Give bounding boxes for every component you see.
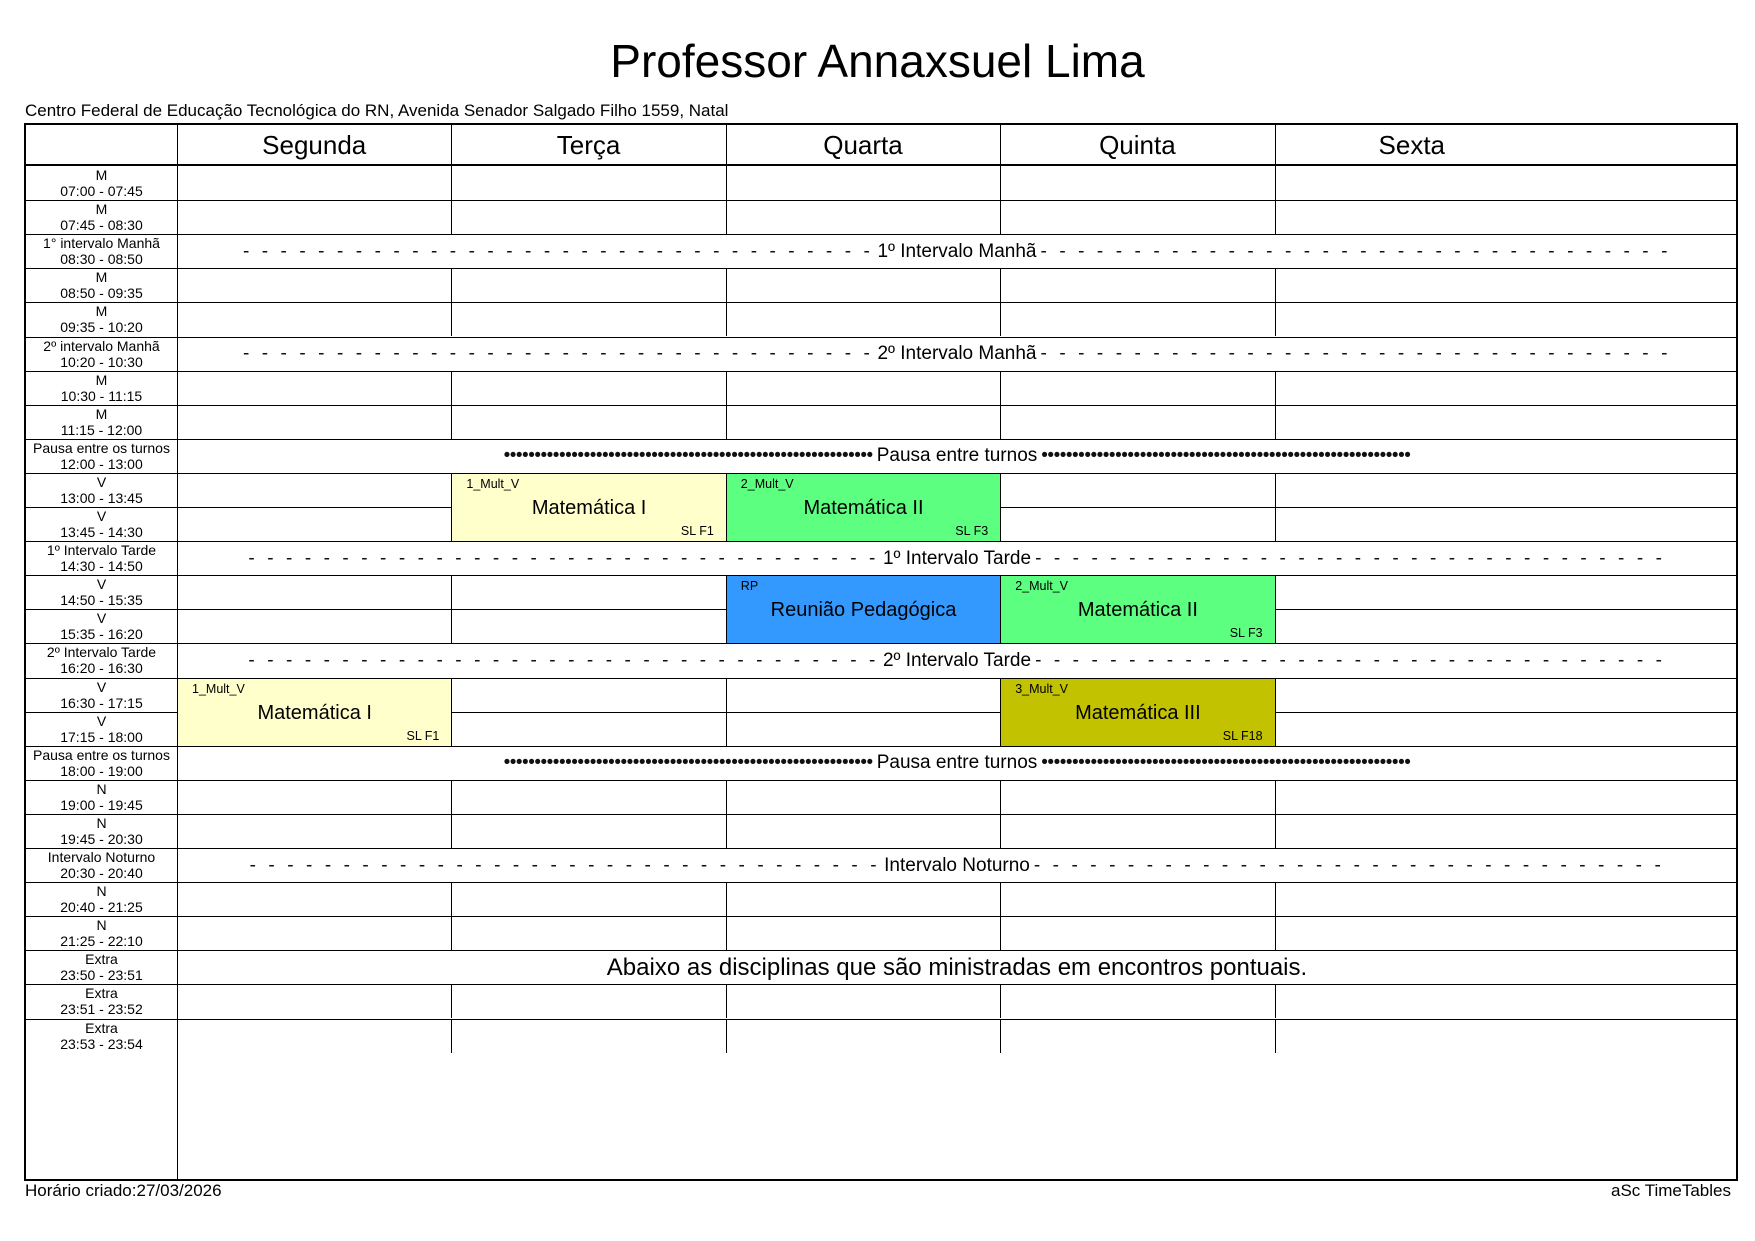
period-time: 19:45 - 20:30 — [60, 830, 143, 847]
cell-divider — [726, 302, 727, 336]
row-divider — [26, 814, 1736, 815]
period-name: M — [95, 167, 108, 184]
period-label — [26, 439, 177, 473]
period-time: 13:45 - 14:30 — [60, 524, 143, 541]
period-label — [26, 337, 177, 371]
period-name: 1° intervalo Manhã — [43, 235, 160, 252]
period-name: N — [96, 917, 107, 934]
period-time: 07:00 - 07:45 — [60, 183, 143, 200]
period-name: M — [95, 303, 108, 320]
cell-divider — [726, 780, 727, 814]
cell-divider — [1000, 371, 1001, 405]
cell-divider — [1000, 405, 1001, 439]
band-filler: - - - - - - - - - - - - - - - - - - - - - - - - - - - - - - - - - - — [1040, 343, 1672, 365]
period-label — [26, 678, 177, 712]
row-divider — [26, 1019, 1736, 1020]
period-label — [26, 166, 177, 200]
band-filler: •••••••••••••••••••••••••••••••••••••••••••••••••••••••••••• — [503, 752, 873, 774]
cell-divider — [451, 882, 452, 916]
lesson-subject: Matemática II — [803, 496, 924, 519]
lesson-card[interactable] — [726, 575, 1001, 644]
period-name: V — [96, 712, 107, 729]
band-label: 1º Intervalo Tarde — [882, 547, 1032, 569]
period-time: 21:25 - 22:10 — [60, 933, 143, 950]
cell-divider — [726, 916, 727, 950]
period-time: 12:00 - 13:00 — [60, 455, 143, 472]
period-name: N — [96, 814, 107, 831]
band-label: Pausa entre turnos — [876, 445, 1038, 467]
cell-divider — [726, 1019, 727, 1053]
extra-note — [178, 951, 1736, 984]
period-name: V — [96, 610, 107, 627]
band-filler: - - - - - - - - - - - - - - - - - - - - - - - - - - - - - - - - - - — [249, 854, 881, 876]
row-divider — [26, 302, 1736, 303]
period-label — [26, 848, 177, 882]
period-label — [26, 575, 177, 609]
band-label: 2º Intervalo Tarde — [882, 649, 1032, 671]
cell-divider — [1000, 916, 1001, 950]
cell-divider — [1275, 268, 1276, 302]
period-time: 10:30 - 11:15 — [60, 387, 143, 404]
day-header-0: Segunda — [262, 129, 367, 160]
lesson-group: 1_Mult_V — [192, 681, 245, 696]
cell-divider — [1275, 166, 1276, 200]
cell-divider — [451, 268, 452, 302]
cell-divider — [1000, 882, 1001, 916]
period-name: 2º intervalo Manhã — [43, 337, 160, 354]
row-divider — [26, 371, 1736, 372]
period-name: N — [96, 883, 107, 900]
software-credit: aSc TimeTables — [1611, 1181, 1731, 1200]
period-label — [26, 200, 177, 234]
period-time: 19:00 - 19:45 — [60, 796, 143, 813]
day-header-2: Quarta — [823, 129, 903, 160]
cell-divider — [1000, 780, 1001, 814]
cell-divider — [451, 302, 452, 336]
band-filler: •••••••••••••••••••••••••••••••••••••••••••••••••••••••••••• — [1041, 445, 1411, 467]
day-header-1: Terça — [556, 129, 621, 160]
cell-divider — [726, 984, 727, 1018]
cell-divider — [451, 814, 452, 848]
lesson-group: 2_Mult_V — [740, 476, 794, 491]
period-label — [26, 268, 177, 302]
cell-divider — [1275, 814, 1276, 848]
cell-divider — [1275, 984, 1276, 1018]
break-band — [178, 542, 1736, 575]
lesson-room: SL F3 — [955, 524, 989, 539]
header-column-divider — [1000, 125, 1001, 166]
cell-divider — [1275, 882, 1276, 916]
cell-divider — [726, 268, 727, 302]
period-name: M — [95, 405, 108, 422]
period-name: M — [95, 269, 108, 286]
break-band — [178, 849, 1736, 882]
cell-divider — [1000, 166, 1001, 200]
cell-divider — [726, 200, 727, 234]
period-label — [26, 814, 177, 848]
extra-note-text: Abaixo as disciplinas que são ministradas em encontros pontuais. — [606, 953, 1308, 981]
period-time: 08:50 - 09:35 — [60, 285, 143, 302]
period-name: V — [96, 473, 107, 490]
cell-divider — [726, 814, 727, 848]
lesson-subject: Matemática III — [1075, 701, 1201, 724]
cell-divider — [726, 882, 727, 916]
cell-divider — [451, 984, 452, 1018]
break-band — [178, 338, 1736, 371]
lesson-card[interactable] — [177, 678, 452, 747]
school-address: Centro Federal de Educação Tecnológica do RN, Avenida Senador Salgado Filho 1559, Natal — [25, 101, 729, 120]
lesson-card[interactable] — [1000, 575, 1275, 644]
cell-divider — [726, 678, 727, 712]
period-label — [26, 984, 177, 1018]
period-time: 23:53 - 23:54 — [60, 1035, 143, 1052]
band-filler: - - - - - - - - - - - - - - - - - - - - - - - - - - - - - - - - - - — [248, 649, 879, 671]
cell-divider — [451, 371, 452, 405]
lesson-card[interactable] — [726, 473, 1001, 542]
period-name: V — [96, 508, 107, 525]
cell-divider — [1275, 1019, 1276, 1053]
header-column-divider — [1275, 125, 1276, 166]
period-label — [26, 371, 177, 405]
period-label — [26, 541, 177, 575]
period-time: 20:30 - 20:40 — [60, 865, 143, 882]
band-label: Pausa entre turnos — [876, 752, 1038, 774]
period-label — [26, 712, 177, 746]
lesson-group: 3_Mult_V — [1015, 681, 1068, 696]
period-time: 18:00 - 19:00 — [60, 762, 143, 779]
row-divider — [26, 405, 1736, 406]
header-column-divider — [726, 125, 727, 166]
period-name: Extra — [85, 1019, 118, 1036]
cell-divider — [451, 780, 452, 814]
period-name: Intervalo Noturno — [47, 849, 156, 866]
break-band — [178, 235, 1736, 268]
cell-divider — [726, 371, 727, 405]
cell-divider — [1275, 371, 1276, 405]
lesson-card[interactable] — [451, 473, 726, 542]
period-time: 08:30 - 08:50 — [60, 251, 143, 268]
cell-divider — [1275, 405, 1276, 439]
header-divider — [26, 164, 1736, 166]
lesson-room: SL F18 — [1222, 728, 1263, 743]
cell-divider — [1275, 200, 1276, 234]
cell-divider — [726, 405, 727, 439]
period-time: 14:50 - 15:35 — [60, 592, 143, 609]
cell-divider — [1000, 814, 1001, 848]
break-band — [178, 747, 1736, 780]
period-time: 23:50 - 23:51 — [60, 967, 143, 984]
cell-divider — [451, 1019, 452, 1053]
row-divider — [26, 780, 1736, 781]
period-name: 2º Intervalo Tarde — [46, 644, 157, 661]
lesson-group: RP — [740, 579, 759, 594]
period-label — [26, 473, 177, 507]
cell-divider — [451, 200, 452, 234]
band-filler: - - - - - - - - - - - - - - - - - - - - - - - - - - - - - - - - - - — [248, 547, 879, 569]
period-label — [26, 882, 177, 916]
period-time: 16:30 - 17:15 — [60, 694, 143, 711]
row-divider — [26, 200, 1736, 201]
period-label — [26, 1019, 177, 1053]
lesson-subject: Matemática I — [531, 496, 647, 519]
day-header-4: Sexta — [1378, 129, 1446, 160]
cell-divider — [451, 166, 452, 200]
lesson-room: SL F3 — [1229, 626, 1263, 641]
period-label — [26, 746, 177, 780]
lesson-subject: Matemática II — [1077, 599, 1198, 622]
band-filler: •••••••••••••••••••••••••••••••••••••••••••••••••••••••••••• — [503, 445, 873, 467]
cell-divider — [1000, 984, 1001, 1018]
band-filler: - - - - - - - - - - - - - - - - - - - - - - - - - - - - - - - - - - — [1035, 649, 1666, 671]
period-name: Pausa entre os turnos — [33, 439, 170, 456]
cell-divider — [726, 712, 727, 746]
period-label — [26, 916, 177, 950]
cell-divider — [1000, 268, 1001, 302]
cell-divider — [1275, 473, 1276, 507]
lesson-group: 2_Mult_V — [1015, 579, 1068, 594]
period-label — [26, 405, 177, 439]
day-header-3: Quinta — [1099, 129, 1176, 160]
period-time: 15:35 - 16:20 — [60, 626, 143, 643]
cell-divider — [451, 609, 452, 643]
cell-divider — [451, 575, 452, 609]
row-divider — [26, 882, 1736, 883]
period-label — [26, 950, 177, 984]
period-time: 09:35 - 10:20 — [60, 319, 143, 336]
period-time: 07:45 - 08:30 — [60, 217, 143, 234]
cell-divider — [1000, 302, 1001, 336]
period-time: 11:15 - 12:00 — [60, 421, 143, 438]
period-name: V — [96, 576, 107, 593]
cell-divider — [451, 405, 452, 439]
band-filler: - - - - - - - - - - - - - - - - - - - - - - - - - - - - - - - - - - — [1033, 854, 1665, 876]
cell-divider — [1000, 200, 1001, 234]
cell-divider — [451, 916, 452, 950]
period-label — [26, 643, 177, 677]
period-time: 14:30 - 14:50 — [60, 558, 143, 575]
band-label: Intervalo Noturno — [884, 854, 1030, 876]
page-title: Professor Annaxsuel Lima — [610, 35, 1145, 87]
row-divider — [26, 916, 1736, 917]
row-divider — [26, 268, 1736, 269]
band-filler: - - - - - - - - - - - - - - - - - - - - - - - - - - - - - - - - - - — [1040, 240, 1672, 262]
lesson-subject: Reunião Pedagógica — [770, 599, 957, 622]
cell-divider — [1275, 507, 1276, 541]
cell-divider — [726, 166, 727, 200]
lesson-room: SL F1 — [680, 524, 714, 539]
period-name: M — [95, 371, 108, 388]
band-filler: - - - - - - - - - - - - - - - - - - - - - - - - - - - - - - - - - - — [242, 240, 874, 262]
lesson-group: 1_Mult_V — [466, 476, 520, 491]
period-label — [26, 302, 177, 336]
period-name: Extra — [85, 985, 118, 1002]
period-name: 1º Intervalo Tarde — [46, 542, 157, 559]
band-label: 1º Intervalo Manhã — [877, 240, 1037, 262]
period-name: V — [96, 678, 107, 695]
period-label — [26, 609, 177, 643]
band-filler: •••••••••••••••••••••••••••••••••••••••••••••••••••••••••••• — [1041, 752, 1411, 774]
break-band — [178, 644, 1736, 677]
band-filler: - - - - - - - - - - - - - - - - - - - - - - - - - - - - - - - - - - — [1035, 547, 1666, 569]
cell-divider — [1000, 1019, 1001, 1053]
period-time: 10:20 - 10:30 — [60, 353, 143, 370]
cell-divider — [1275, 916, 1276, 950]
band-filler: - - - - - - - - - - - - - - - - - - - - - - - - - - - - - - - - - - — [242, 343, 874, 365]
header-column-divider — [451, 125, 452, 166]
band-label: 2º Intervalo Manhã — [877, 343, 1037, 365]
break-band — [178, 440, 1736, 473]
period-name: Pausa entre os turnos — [33, 746, 170, 763]
created-date: Horário criado:27/03/2026 — [25, 1181, 222, 1200]
lesson-subject: Matemática I — [257, 701, 372, 724]
timetable-grid — [24, 123, 1738, 1181]
period-name: M — [95, 201, 108, 218]
cell-divider — [1275, 302, 1276, 336]
period-label — [26, 507, 177, 541]
period-time: 17:15 - 18:00 — [60, 728, 143, 745]
lesson-card[interactable] — [1000, 678, 1275, 747]
period-time: 20:40 - 21:25 — [60, 899, 143, 916]
lesson-room: SL F1 — [406, 728, 440, 743]
period-time: 13:00 - 13:45 — [60, 489, 143, 506]
period-time: 16:20 - 16:30 — [60, 660, 143, 677]
period-label — [26, 234, 177, 268]
period-label — [26, 780, 177, 814]
period-name: Extra — [85, 951, 118, 968]
period-name: N — [96, 780, 107, 797]
cell-divider — [1275, 780, 1276, 814]
row-divider — [26, 984, 1736, 985]
period-time: 23:51 - 23:52 — [60, 1001, 143, 1018]
